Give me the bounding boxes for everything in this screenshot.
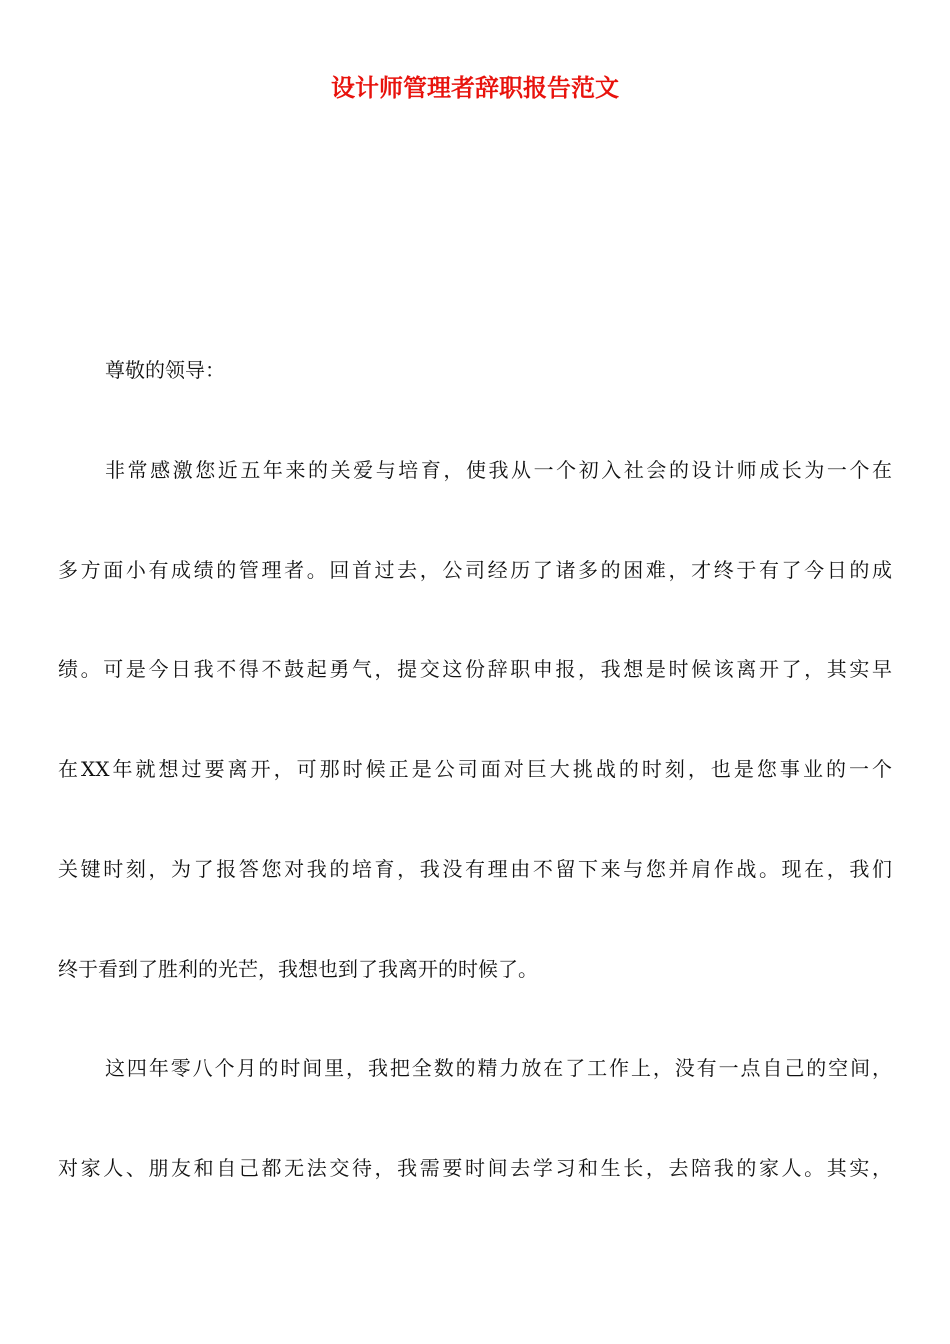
paragraph-line: 这四年零八个月的时间里，我把全数的精力放在了工作上，没有一点自己的空间， [105,1056,892,1080]
paragraph-line: 对家人、朋友和自己都无法交待，我需要时间去学习和生长，去陪我的家人。其实， [58,1156,892,1180]
paragraph-line: 绩。可是今日我不得不鼓起勇气，提交这份辞职申报，我想是时候该离开了，其实早 [58,657,892,681]
paragraph-line: 在XX年就想过要离开，可那时候正是公司面对巨大挑战的时刻，也是您事业的一个 [58,757,892,781]
paragraph-line: 非常感激您近五年来的关爱与培育，使我从一个初入社会的设计师成长为一个在 [105,458,892,482]
document-title: 设计师管理者辞职报告范文 [331,74,619,102]
paragraph-line: 关键时刻，为了报答您对我的培育，我没有理由不留下来与您并肩作战。现在，我们 [58,857,892,881]
salutation: 尊敬的领导： [105,358,225,382]
paragraph-line: 终于看到了胜利的光芒，我想也到了我离开的时候了。 [58,957,538,981]
paragraph-line: 多方面小有成绩的管理者。回首过去，公司经历了诸多的困难，才终于有了今日的成 [58,558,892,582]
